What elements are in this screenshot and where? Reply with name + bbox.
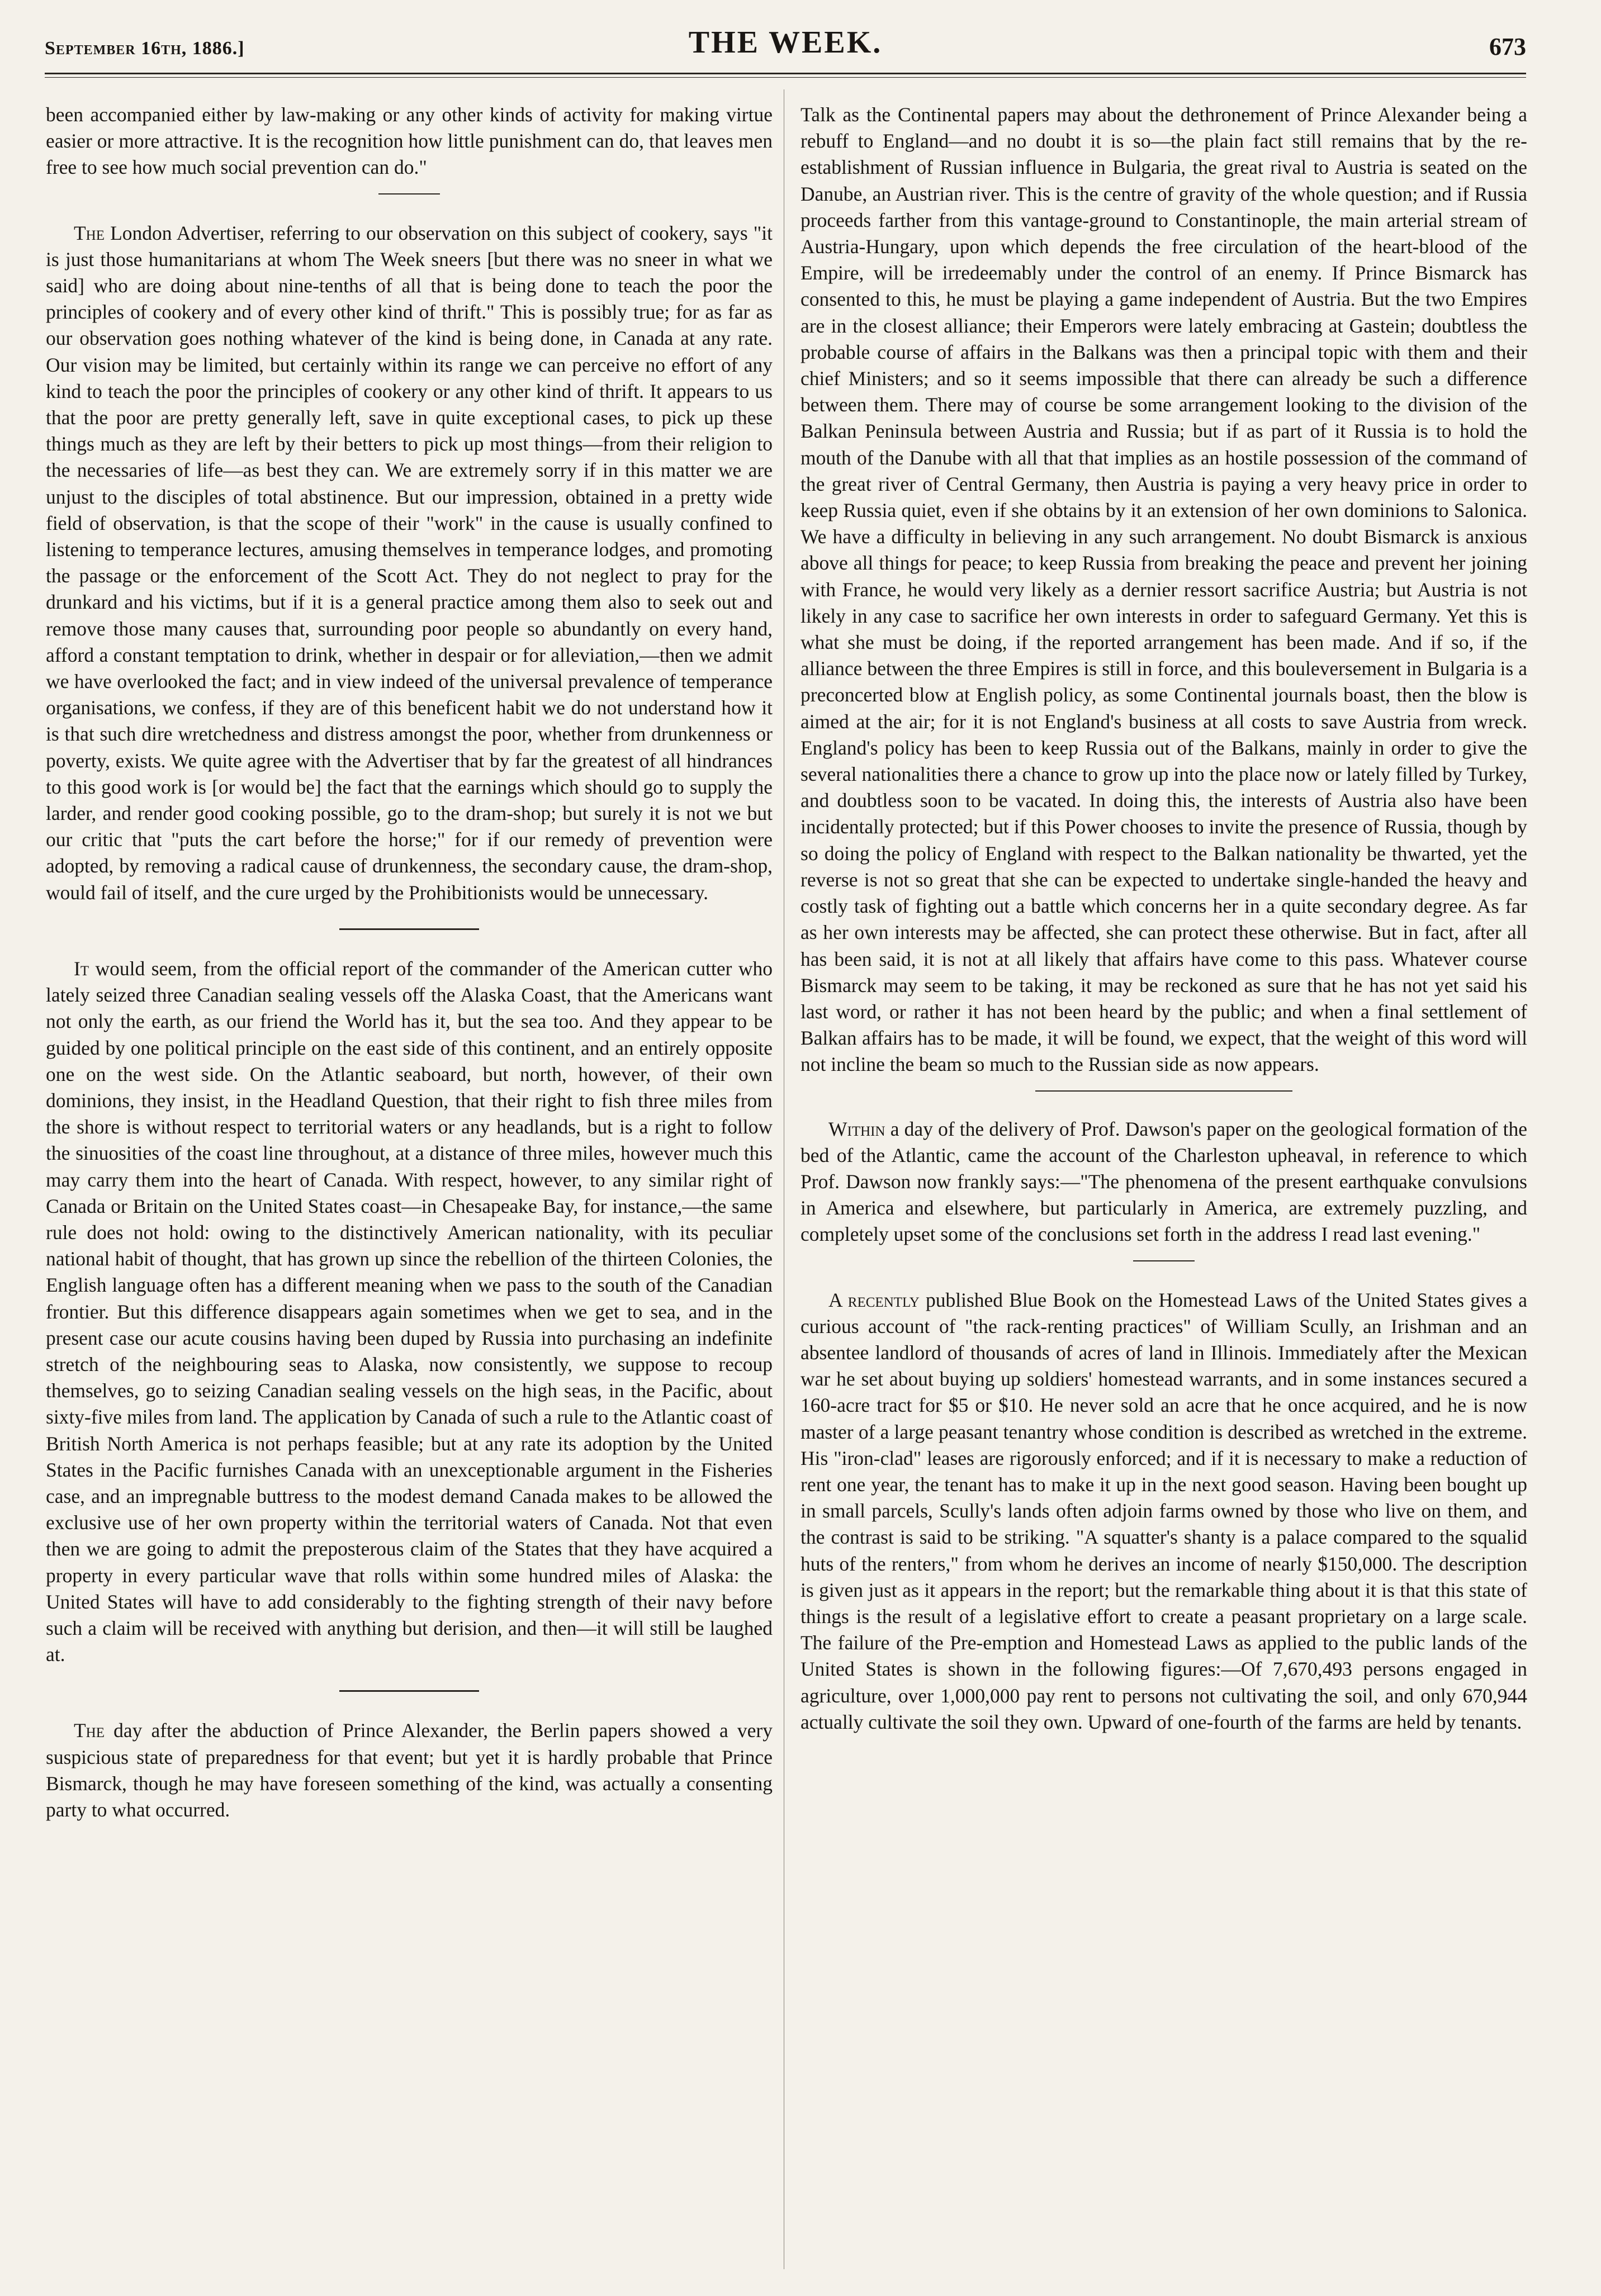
section-separator (339, 928, 479, 930)
section-separator (378, 193, 440, 195)
section-separator (1133, 1260, 1195, 1261)
publication-title: THE WEEK. (688, 25, 883, 60)
issue-date: September 16th, 1886.] (45, 38, 245, 59)
masthead (45, 25, 1526, 64)
article-paragraph: It would seem, from the official report of the commander of the American cutter who lately seized three Canadian sealing vessels off the Alaska Coast, that the Americans want not only the earth, as our friend the World has it, but the sea too. And they appear to be guided by one political principle on the east side of this continent, and an entirely opposite one on the west side. On the Atlantic seaboard, but north, however, of their own dominions, they insist, in the Headland Question, that their right to fish three miles from the shore is without respect to territorial waters or any headlands, but is a right to follow the sinuosities of the coast line throughout, at a distance of three miles, however much this may carry them into the heart of Canada. With respect, however, to any similar right of Canada or Britain on the United States coast—in Chesapeake Bay, for instance,—the same rule does not hold: owing to the distinctively American nationality, with its peculiar national habit of thought, that has grown up since the rebellion of the thirteen Colonies, the English language often has a different meaning when we pass to the south of the Canadian frontier. But this difference disappears again sometimes when we get to sea, and in the present case our acute cousins having been duped by Russia into purchasing an indefinite stretch of the neighbouring seas to Alaska, now consistently, we suppose to recoup themselves, go to seizing Canadian sealing vessels on the high seas, in the Pacific, about sixty-five miles from land. The application by Canada of such a rule to the Atlantic coast of British North America is not perhaps feasible; but at any rate its adoption by the United States in the Pacific furnishes Canada with an unexceptionable argument in the Fisheries case, and an impregnable buttress to the modest demand Canada makes to be allowed the exclusive use of her own property within the territorial waters of Canada. Not that even then we are going to admit the preposterous claim of the States that they have acquired a property in every particular wave that rolls within some hundred miles of Alaska: the United States will have to add considerably to the fighting strength of their navy before such a claim will be received with anything but derision, and then—it will still be laughed at. (46, 957, 773, 1666)
section-separator (1035, 1090, 1292, 1092)
article-paragraph: Talk as the Continental papers may about the dethronement of Prince Alexander being a rebuff to England—and no doubt it is so—the plain fact still remains that by the re-establishment of Russian influence in Bulgaria, the great rival to Austria is seated on the Danube, an Austrian river. This is the centre of gravity of the whole question; and if Russia proceeds farther from this vantage-ground to Constantinople, the main arterial stream of Austria-Hungary, upon which depends the free circulation of the heart-blood of the Empire, will be irredeemably under the control of an enemy. If Prince Bismarck has consented to this, he must be playing a game independent of Austria. But the two Empires are in the closest alliance; their Emperors were lately embracing at Gastein; doubtless the probable course of affairs in the Balkans was then a principal topic with them and their chief Ministers; and so it seems impossible that there can already be such a difference between them. There may of course be some arrangement looking to the division of the Balkan Peninsula between Austria and Russia; but if as part of it Russia is to hold the mouth of the Danube with all that that implies as an hostile possession of the command of the great river of Central Germany, then Austria is paying a very heavy price in order to keep Russia quiet, even if she obtains by it an extension of her own dominions to Salonica. We have a difficulty in believing in any such arrangement. No doubt Bismarck is anxious above all things for peace; to keep Russia from breaking the peace and prevent her joining with France, he would very likely as a dernier ressort sacrifice Austria; but Austria is not likely in any case to sacrifice her own interests in order to safeguard Germany. Yet this is what she must be doing, if the reported arrangement has been made. And if so, if the alliance between the three Empires is still in force, and this bouleversement in Bulgaria is a preconcerted blow at English policy, as some Continental journals boast, then the blow is aimed at the air; for it is not England's business at all costs to save Austria from wreck. England's policy has been to keep Russia out of the Balkans, mainly in order to give the several nationalities there a chance to grow up into the place now or lately filled by Turkey, and doubtless soon to be vacated. In doing this, the interests of Austria also have been incidentally protected; but if this Power chooses to invite the presence of Russia, though by so doing the policy of England with respect to the Balkan nationality be thwarted, yet the reverse is not so great that she can be expected to undertake single-handed the heavy and costly task of fighting out a battle which concerns her in a quite secondary degree. As far as her own interests may be affected, she can protect these otherwise. But in fact, after all has been said, it is not at all likely that affairs have come to this pass. Whatever course Bismarck may seem to be taking, it may be reckoned as sure that he has not yet said his last word, or rather it has not been heard by the public; and when a final settlement of Balkan affairs has to be made, it will be found, we expect, that the weight of this word will not incline the beam so much to the Russian side as now appears. (800, 103, 1527, 1076)
article-paragraph: been accompanied either by law-making or any other kinds of activity for making virtue easier or more attractive. It is the recognition how little punishment can do, that leaves men free to see how much social prevention can do." (46, 103, 773, 179)
section-separator (339, 1690, 479, 1692)
article-paragraph: A recently published Blue Book on the Homestead Laws of the United States gives a curious account of "the rack-renting practices" of William Scully, an Irishman and an absentee landlord of thousands of acres of land in Illinois. Immediately after the Mexican war he set about buying up soldiers' homestead warrants, and in some instances secured a 160-acre tract for $5 or $10. He never sold an acre that he once acquired, and he is now master of a large peasant tenantry whose condition is described as wretched in the extreme. His "iron-clad" leases are rigorously enforced; and if it is necessary to make a reduction of rent one year, the tenant has to make it up in the next good season. Having been bought up in small parcels, Scully's lands often adjoin farms owned by those who live on them, and the contrast is said to be striking. "A squatter's shanty is a palace compared to the squalid huts of the renters," from whom he derives an income of nearly $150,000. The description is given just as it appears in the report; but the remarkable thing about it is that this state of things is the result of a legislative effort to create a peasant proprietary on a large scale. The failure of the Pre-emption and Homestead Laws as applied to the public lands of the United States is shown in the following figures:—Of 7,670,493 persons engaged in agriculture, over 1,000,000 pay rent to persons not cultivating the soil, and only 670,944 actually cultivate the soil they own. Upward of one-fourth of the farms are held by tenants. (800, 1288, 1527, 1733)
header-rule (45, 73, 1526, 74)
page-number: 673 (1489, 33, 1526, 60)
left-column (46, 102, 773, 1823)
article-paragraph: The London Advertiser, referring to our observation on this subject of cookery, says "it is just those humanitarians at whom The Week sneers [but there was no sneer in what we said] who are doing about nine-tenths of all that is being done to teach the poor the principles of cookery and of every other kind of thrift." This is possibly true; for as far as our observation goes nothing whatever of the kind is being done, in Canada at any rate. Our vision may be limited, but certainly within its range we can perceive no effort of any kind to teach the poor the principles of cookery or any other kind of thrift. It appears to us that the poor are pretty generally left, save in quite exceptional cases, to pick up these things much as they are left by their betters to pick up most things—from their religion to the necessaries of life—as best they can. We are extremely sorry if in this matter we are unjust to the disciples of total abstinence. But our impression, obtained in a pretty wide field of observation, is that the scope of their "work" in the cause is usually confined to listening to temperance lectures, amusing themselves in temperance lodges, and promoting the passage or the enforcement of the Scott Act. They do not neglect to pray for the drunkard and his victims, but if it is a general practice among them also to seek out and remove those many causes that, surrounding poor people so abundantly on every hand, afford a constant temptation to drink, whether in despair or for alleviation,—then we admit we have overlooked the fact; and in view indeed of the universal prevalence of temperance organisations, we confess, if they are of this beneficent habit we do not understand how it is that such dire wretchedness and distress amongst the poor, whether from drunkenness or poverty, exists. We quite agree with the Advertiser that by far the greatest of all hindrances to this good work is [or would be] the fact that the earnings which should go to supply the larder, and render good cooking possible, go to the dram-shop; but surely it is not we but our critic that "puts the cart before the horse;" for if our remedy of prevention were adopted, by removing a radical cause of drunkenness, the secondary cause, the dram-shop, would fail of itself, and the cure urged by the Prohibitionists would be unnecessary. (46, 221, 773, 904)
article-paragraph: The day after the abduction of Prince Alexander, the Berlin papers showed a very suspicious state of preparedness for that event; but yet it is hardly probable that Prince Bismarck, though he may have foreseen something of the kind, was actually a consenting party to what occurred. (46, 1719, 773, 1821)
right-column (800, 102, 1527, 1735)
article-paragraph: Within a day of the delivery of Prof. Dawson's paper on the geological formation of the bed of the Atlantic, came the account of the Charleston upheaval, in reference to which Prof. Dawson now frankly says:—"The phenomena of the present earthquake convulsions in America and elsewhere, but particularly in America, are extremely puzzling, and completely upset some of the conclusions set forth in the address I read last evening." (800, 1117, 1527, 1246)
header-rule-thin (45, 77, 1526, 78)
